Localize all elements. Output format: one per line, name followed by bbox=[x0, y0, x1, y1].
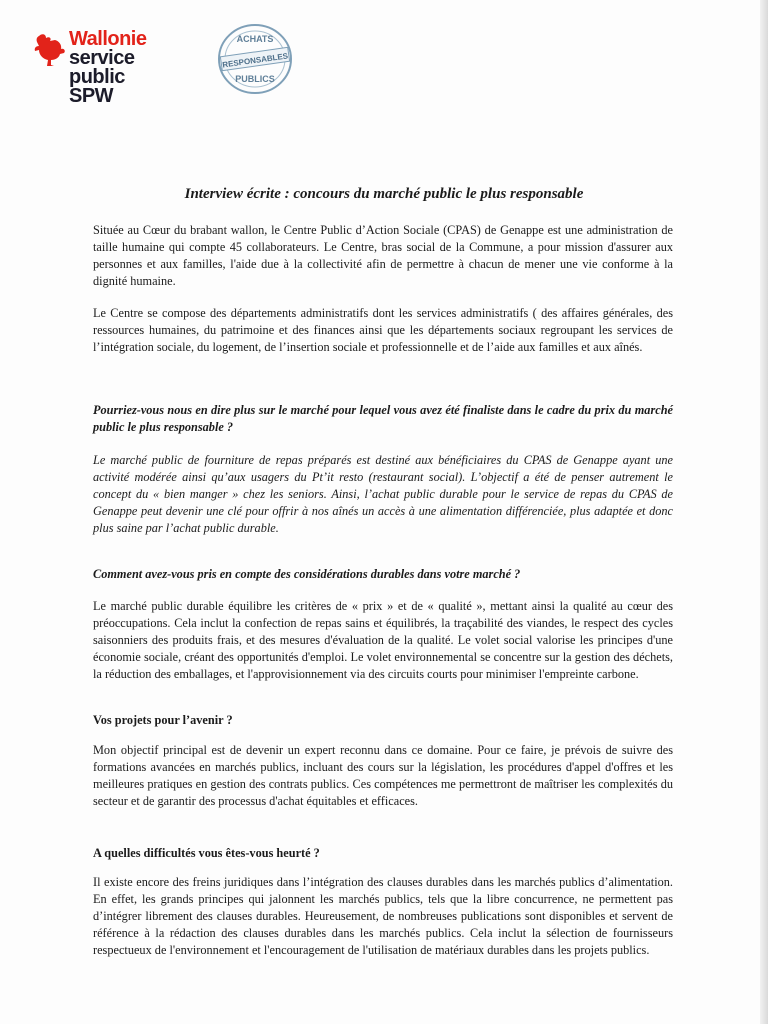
answer-4 bbox=[93, 874, 673, 959]
achats-responsables-seal bbox=[215, 22, 295, 96]
logo-line-spw: SPW bbox=[69, 85, 114, 107]
intro-paragraph-1 bbox=[93, 222, 673, 290]
logo-line-service-public: service public bbox=[69, 47, 135, 88]
answer-4-text: Il existe encore des freins juridiques dans l’intégration des clauses durables dans les marchés publics d’alimentation. En effet, les grands principes qui jalonnent les marchés publics, tels que la libre concurrence, ne permettent pas d’intégrer librement des clauses durables. Heureusement, de nombreuses publications sont disponibles et servent de référence à la rédaction des clauses durables dans les marchés publics. Cela inclut la sélection de fournisseurs respectueux de l'environnement et l'encouragement de l'utilisation de matériaux durables dans les projets publics. bbox=[93, 875, 673, 957]
answer-2 bbox=[93, 598, 673, 683]
answer-1-text: Le marché public de fourniture de repas préparés est destiné aux bénéficiaires du CPAS de Genappe ayant une activité modérée ainsi qu’aux usagers du Pt’it resto (restaurant social). L’objectif a été de penser autrement le concept du « bien manger » chez les seniors. Ainsi, l’achat public durable pour le service de repas du CPAS de Genappe peut devenir une clé pour offrir à nos aînés un accès à une alimentation différenciée, plus adaptée et donc plus saine par l’achat public durable. bbox=[93, 453, 673, 535]
svg-text:PUBLICS: PUBLICS bbox=[235, 74, 275, 84]
document-title: Interview écrite : concours du marché public le plus responsable bbox=[184, 186, 584, 202]
answer-3-text: Mon objectif principal est de devenir un expert reconnu dans ce domaine. Pour ce faire, je prévois de suivre des formations avancées en marchés publics, incluant des cours sur la législation, les procédures d'appel d'offres et les meilleures pratiques en gestion des contrats publics. Ces compétences me permettront de maîtriser les complexités du secteur et de garantir des processus d'achat équitables et efficaces. bbox=[93, 743, 673, 808]
intro-text-1: Située au Cœur du brabant wallon, le Centre Public d’Action Sociale (CPAS) de Genappe est une administration de taille humaine qui compte 45 collaborateurs. Le Centre, bras social de la Commune, a pour mission d'assurer aux personnes et aux familles, l'aide due à la collectivité afin de permettre à chacun de mener une vie conforme à la dignité humaine. bbox=[93, 223, 673, 288]
rooster-icon bbox=[33, 32, 67, 68]
intro-text-2: Le Centre se compose des départements administratifs dont les services administratifs ( des affaires générales, des ressources humaines, du patrimoine et des finances ainsi que les départements sociaux regroupant les services de l’intégration sociale, du logement, de l’insertion sociale et professionnelle et de l’aide aux familles et aux aînés. bbox=[93, 306, 673, 354]
question-1: Pourriez-vous nous en dire plus sur le marché pour lequel vous avez été finaliste dans le cadre du prix du marché public le plus responsable ? bbox=[93, 403, 673, 434]
svg-text:RESPONSABLES: RESPONSABLES bbox=[221, 51, 289, 70]
svg-text:ACHATS: ACHATS bbox=[236, 34, 274, 44]
answer-3 bbox=[93, 742, 673, 810]
page-edge-shadow bbox=[760, 0, 768, 1024]
logo-line-wallonie: Wallonie bbox=[69, 28, 147, 50]
answer-2-text: Le marché public durable équilibre les critères de « prix » et de « qualité », mettant ainsi la qualité au cœur des préoccupations. Cela inclut la confection de repas sains et équilibrés, la traçabilité des viandes, le respect des cycles saisonniers des produits frais, et des mesures d'évaluation de la qualité. Le volet social valorise les principes d'une économie sociale, créant des opportunités d'emploi. Le volet environnemental se concentre sur la gestion des déchets, la réduction des emballages, et l'approvisionnement via des circuits courts pour minimiser l'empreinte carbone. bbox=[93, 599, 673, 681]
question-3: Vos projets pour l’avenir ? bbox=[93, 713, 233, 727]
question-4: A quelles difficultés vous êtes-vous heurté ? bbox=[93, 846, 320, 860]
logo-wordmark bbox=[69, 30, 146, 106]
intro-paragraph-2 bbox=[93, 305, 673, 356]
question-2: Comment avez-vous pris en compte des considérations durables dans votre marché ? bbox=[93, 567, 521, 581]
answer-1 bbox=[93, 452, 673, 537]
